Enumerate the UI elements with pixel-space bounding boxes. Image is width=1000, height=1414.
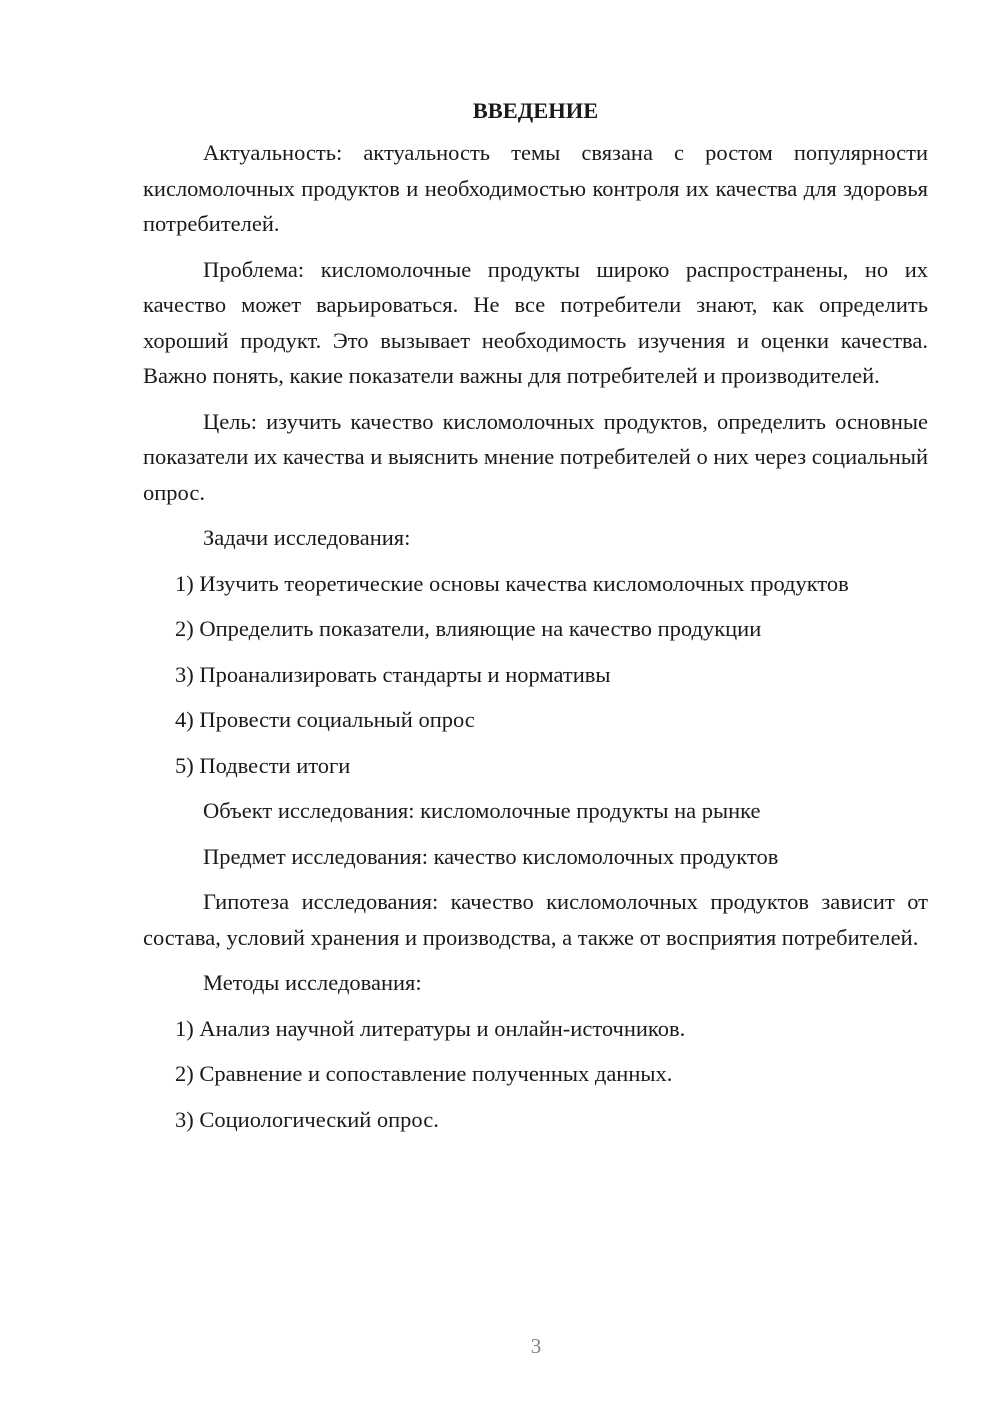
goal-paragraph: Цель: изучить качество кисломолочных продуктов, определить основные показатели их качества и выяснить мнение потребителей о них через социальный опрос. xyxy=(143,408,928,505)
task-item: 3) Проанализировать стандарты и нормативы xyxy=(175,661,611,687)
task-item: 5) Подвести итоги xyxy=(175,752,351,778)
task-item: 2) Определить показатели, влияющие на качество продукции xyxy=(175,616,762,641)
method-item: 2) Сравнение и сопоставление полученных данных. xyxy=(175,1061,673,1086)
problem-paragraph: Проблема: кисломолочные продукты широко распространены, но их качество может варьироваться. Не все потребители знают, как определить хороший продукт. Это вызывает необходимость изучения и оценки качества. Важно понять, какие показатели важны для потребителей и производителей. xyxy=(143,256,928,388)
methods-list xyxy=(143,1011,928,1138)
relevance-paragraph: Актуальность: актуальность темы связана с ростом популярности кисломолочных продуктов и необходимостью контроля их качества для здоровья потребителей. xyxy=(143,140,928,236)
page-number: 3 xyxy=(530,1334,542,1358)
tasks-list xyxy=(143,566,928,784)
task-item: 4) Провести социальный опрос xyxy=(175,707,475,732)
method-item: 1) Анализ научной литературы и онлайн-источников. xyxy=(175,1015,686,1041)
tasks-heading: Задачи исследования: xyxy=(203,525,411,550)
subject-paragraph: Предмет исследования: качество кисломолочных продуктов xyxy=(203,843,779,869)
object-paragraph: Объект исследования: кисломолочные продукты на рынке xyxy=(203,798,761,823)
method-item: 3) Социологический опрос. xyxy=(175,1106,439,1132)
page-title: ВВЕДЕНИЕ xyxy=(472,98,599,123)
hypothesis-paragraph: Гипотеза исследования: качество кисломолочных продуктов зависит от состава, условий хранения и производства, а также от восприятия потребителей. xyxy=(143,889,928,950)
methods-heading: Методы исследования: xyxy=(203,970,422,995)
task-item: 1) Изучить теоретические основы качества кисломолочных продуктов xyxy=(175,570,849,596)
page-content xyxy=(143,96,928,1147)
